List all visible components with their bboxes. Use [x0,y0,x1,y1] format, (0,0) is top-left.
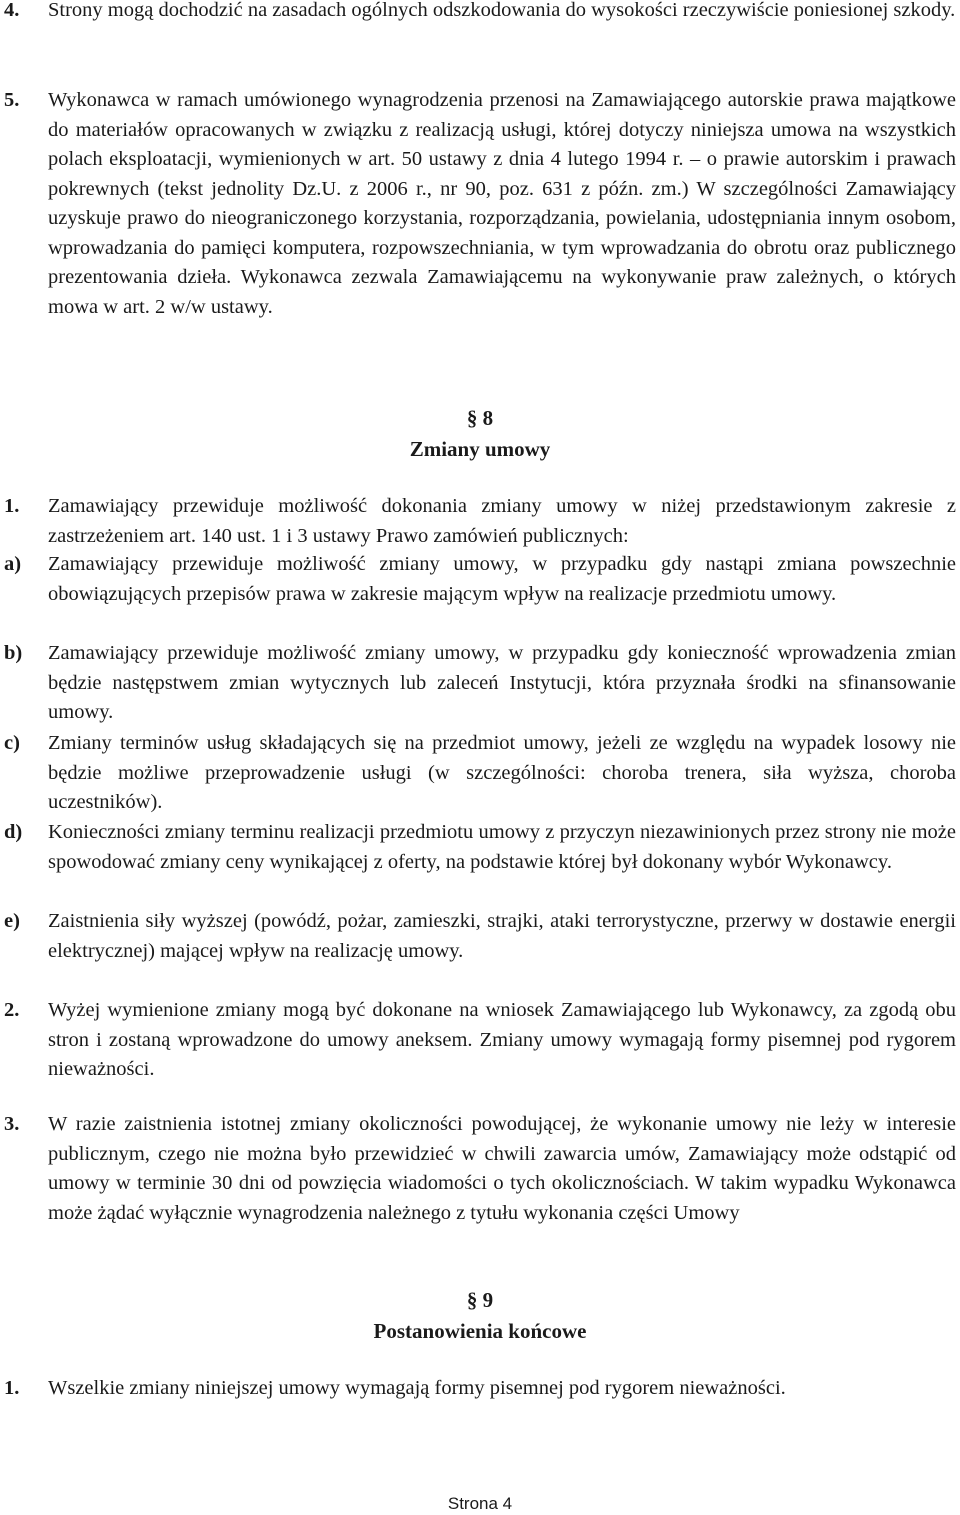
clause-item [4,86,956,322]
clause-item [4,550,956,609]
clause-item [4,492,956,551]
section-number: § 9 [466,1288,494,1312]
clause-text: Zamawiający przewiduje możliwość zmiany umowy, w przypadku gdy nastąpi zmiana powszechnie obowiązujących przepisów prawa w zakresie mającym wpływ na realizacje przedmiotu umowy. [48,553,956,605]
clause-number: 2. [4,999,20,1021]
clause-letter: c) [4,732,20,754]
clause-item [4,818,956,877]
clause-letter: e) [4,910,20,932]
clause-number: 3. [4,1113,20,1135]
clause-item [4,0,956,26]
clause-item [4,907,956,966]
clause-letter: d) [4,821,23,843]
clause-letter: a) [4,553,22,575]
clause-text: Zmiany terminów usług składających się na przedmiot umowy, jeżeli ze względu na wypadek losowy nie będzie możliwe przeprowadzenie usługi (w szczególności: choroba trenera, siła wyższa, choroba uczestników). [48,732,956,813]
section-number: § 8 [466,406,494,430]
clause-item [4,996,956,1085]
clause-item [4,1110,956,1228]
section-title: Zmiany umowy [409,437,551,461]
clause-text: Strony mogą dochodzić na zasadach ogólnych odszkodowania do wysokości rzeczywiście poniesionej szkody. [48,0,956,21]
clause-number: 1. [4,495,20,517]
clause-text: Konieczności zmiany terminu realizacji przedmiotu umowy z przyczyn niezawinionych przez strony nie może spowodować zmiany ceny wynikającej z oferty, na podstawie której był dokonany wybór Wykonawcy. [48,821,956,873]
clause-number: 1. [4,1377,20,1399]
clause-number: 5. [4,89,20,111]
clause-text: W razie zaistnienia istotnej zmiany okoliczności powodującej, że wykonanie umowy nie leży w interesie publicznym, czego nie można było przewidzieć w chwili zawarcia umów, Zamawiający może odstąpić od umowy w terminie 30 dni od powzięcia wiadomości o tych okolicznościach. W takim wypadku Wykonawca może żądać wyłącznie wynagrodzenia należnego z tytułu wykonania części Umowy [48,1113,956,1224]
page-number: Strona 4 [447,1494,513,1513]
clause-text: Zaistnienia siły wyższej (powódź, pożar, zamieszki, strajki, ataki terrorystyczne, przerwy w dostawie energii elektrycznej) mającej wpływ na realizację umowy. [48,910,956,962]
clause-number: 4. [4,0,20,21]
clause-text: Wykonawca w ramach umówionego wynagrodzenia przenosi na Zamawiającego autorskie prawa majątkowe do materiałów opracowanych w związku z realizacją usługi, której dotyczy niniejsza umowa na wszystkich polach eksploatacji, wymienionych w art. 50 ustawy z dnia 4 lutego 1994 r. – o prawie autorskim i prawach pokrewnych (tekst jednolity Dz.U. z 2006 r., nr 90, poz. 631 z późn. zm.) W szczególności Zamawiający uzyskuje prawo do nieograniczonego korzystania, rozporządzania, powielania, udostępniania innym osobom, wprowadzania do pamięci komputera, rozpowszechniania, w tym wprowadzania do obrotu oraz publicznego prezentowania dzieła. Wykonawca zezwala Zamawiającemu na wykonywanie praw zależnych, o których mowa w art. 2 w/w ustawy. [48,89,956,318]
clause-item [4,729,956,818]
clause-text: Wszelkie zmiany niniejszej umowy wymagają formy pisemnej pod rygorem nieważności. [48,1377,786,1399]
section-title: Postanowienia końcowe [373,1319,587,1343]
clause-text: Zamawiający przewiduje możliwość zmiany umowy, w przypadku gdy konieczność wprowadzenia zmian będzie następstwem zmian wytycznych lub zaleceń Instytucji, która przyznała środki na sfinansowanie umowy. [48,642,956,723]
clause-text: Wyżej wymienione zmiany mogą być dokonane na wniosek Zamawiającego lub Wykonawcy, za zgodą obu stron i zostaną wprowadzone do umowy aneksem. Zmiany umowy wymagają formy pisemnej pod rygorem nieważności. [48,999,956,1080]
clause-letter: b) [4,642,23,664]
clause-item [4,639,956,728]
clause-item [4,1374,956,1404]
clause-text: Zamawiający przewiduje możliwość dokonania zmiany umowy w niżej przedstawionym zakresie z zastrzeżeniem art. 140 ust. 1 i 3 ustawy Prawo zamówień publicznych: [48,495,956,547]
